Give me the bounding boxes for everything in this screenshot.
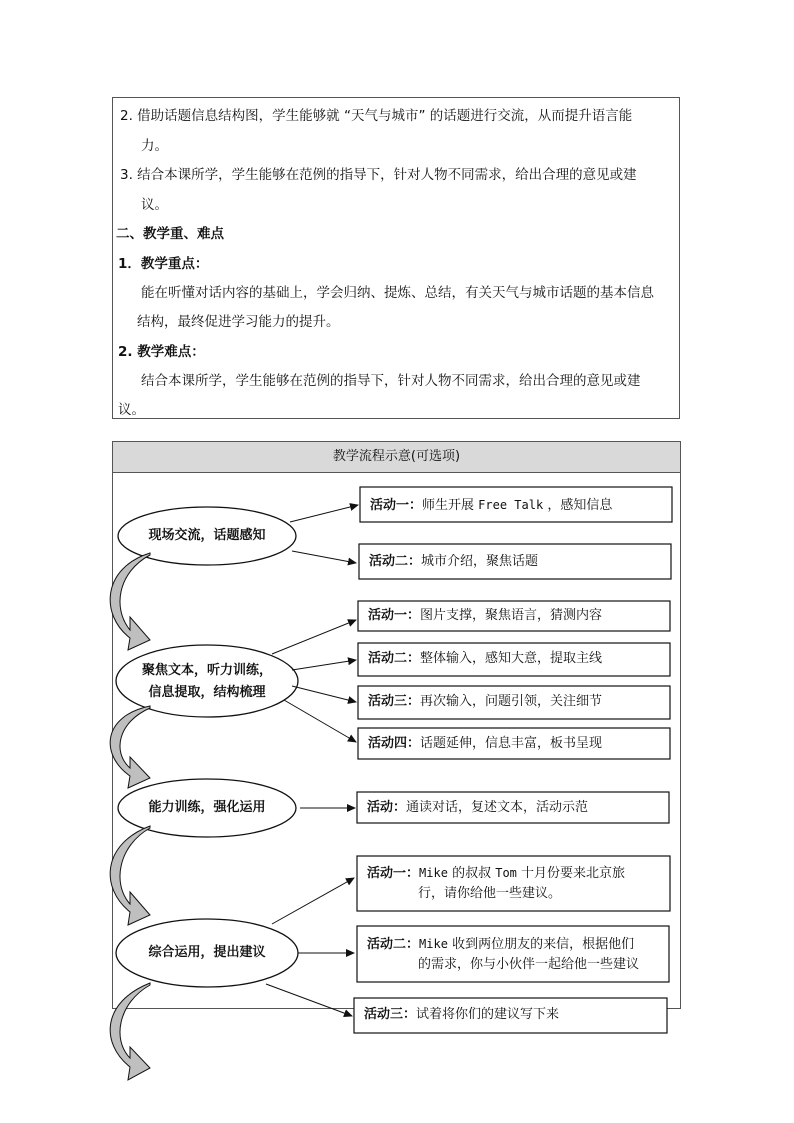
s2a4-label: 活动四： bbox=[368, 736, 421, 751]
arrow-s2-a1 bbox=[272, 620, 356, 654]
stage3-label: 能力训练，强化运用 bbox=[148, 800, 266, 815]
keypoints-heading: 二、教学重、难点 bbox=[116, 226, 224, 242]
s1a2-label: 活动二： bbox=[369, 554, 422, 569]
s2a2-label: 活动二： bbox=[368, 651, 421, 666]
s4a1-en2: Tom bbox=[495, 866, 517, 880]
s1a2-body: 城市介绍，聚焦话题 bbox=[421, 554, 539, 569]
focus-label: 1．教学重点： bbox=[118, 256, 209, 272]
arrow-s2-a2 bbox=[292, 660, 356, 670]
objective-2-line1: 2. 借助话题信息结构图，学生能够就 “天气与城市” 的话题进行交流，从而提升语言能 bbox=[120, 108, 633, 124]
s4a2-text-line1 bbox=[358, 934, 634, 955]
curved-arrow-3 bbox=[110, 826, 150, 925]
s4a2-post: 收到两位朋友的来信，根据他们 bbox=[452, 937, 635, 952]
curved-arrow-2 bbox=[110, 706, 150, 788]
s2a4-body: 话题延伸，信息丰富，板书呈现 bbox=[420, 736, 603, 751]
stage1-label: 现场交流，话题感知 bbox=[148, 528, 266, 543]
focus-line2: 结构，最终促进学习能力的提升。 bbox=[137, 314, 340, 330]
s2a4-text bbox=[359, 734, 602, 754]
difficulty-line2: 议。 bbox=[118, 402, 145, 418]
s2a2-text bbox=[359, 649, 602, 669]
s1a1-post: ，感知信息 bbox=[547, 498, 613, 513]
s1a1-pre: 师生开展 bbox=[422, 498, 475, 513]
arrow-s4-a1 bbox=[272, 878, 354, 924]
s2a1-label: 活动一： bbox=[368, 608, 421, 623]
stage2-label-line2: 信息提取，结构梳理 bbox=[148, 685, 266, 700]
s4a1-text-line2: 行，请你给他一些建议。 bbox=[418, 886, 562, 901]
s3a-text bbox=[358, 798, 588, 818]
s1a2-text bbox=[360, 552, 538, 572]
curved-arrow-4 bbox=[110, 983, 150, 1080]
arrow-s2-a3 bbox=[292, 686, 356, 702]
difficulty-line1: 结合本课所学，学生能够在范例的指导下，针对人物不同需求，给出合理的意见或建 bbox=[141, 373, 641, 389]
s2a1-body: 图片支撑，聚焦语言，猜测内容 bbox=[420, 608, 603, 623]
s4a1-post: 十月份要来北京旅 bbox=[521, 866, 626, 881]
stage2-ellipse bbox=[116, 645, 298, 717]
arrow-s1-a1 bbox=[290, 505, 358, 522]
arrow-s4-a3 bbox=[266, 984, 352, 1016]
s4a3-body: 试着将你们的建议写下来 bbox=[416, 1007, 560, 1022]
s3a-label: 活动： bbox=[367, 800, 407, 815]
objective-2-line2: 力。 bbox=[141, 138, 168, 154]
objective-3-line2: 议。 bbox=[141, 197, 168, 213]
s2a1-text bbox=[359, 606, 602, 626]
s4a3-label: 活动三： bbox=[364, 1007, 417, 1022]
stage4-label: 综合运用，提出建议 bbox=[148, 945, 266, 960]
s2a2-body: 整体输入，感知大意，提取主线 bbox=[420, 651, 603, 666]
s4a1-text-line1 bbox=[358, 863, 625, 884]
s1a1-en: Free Talk bbox=[478, 498, 544, 512]
s1a1-label: 活动一： bbox=[370, 498, 423, 513]
stage2-label-line1: 聚焦文本，听力训练， bbox=[141, 663, 272, 678]
difficulty-label: 2. 教学难点： bbox=[118, 344, 205, 360]
s4a2-en: Mike bbox=[419, 937, 448, 951]
s4a2-label: 活动二： bbox=[367, 937, 420, 952]
arrow-s1-a2 bbox=[292, 551, 356, 563]
s3a-body: 通读对话，复述文本，活动示范 bbox=[406, 800, 589, 815]
arrow-s2-a4 bbox=[284, 700, 356, 742]
flow-title: 教学流程示意(可选项) bbox=[113, 442, 680, 473]
s4a3-text bbox=[355, 1005, 559, 1025]
s2a3-body: 再次输入，问题引领，关注细节 bbox=[420, 694, 603, 709]
s4a1-label: 活动一： bbox=[367, 866, 420, 881]
s1a1-text bbox=[361, 495, 612, 516]
objective-3-line1: 3. 结合本课所学，学生能够在范例的指导下，针对人物不同需求，给出合理的意见或建 bbox=[120, 167, 637, 183]
focus-line1: 能在听懂对话内容的基础上，学会归纳、提炼、总结，有关天气与城市话题的基本信息 bbox=[141, 285, 654, 301]
s4a1-en1: Mike bbox=[419, 866, 448, 880]
s2a3-label: 活动三： bbox=[368, 694, 421, 709]
curved-arrow-1 bbox=[110, 553, 150, 650]
s4a1-mid: 的叔叔 bbox=[452, 866, 492, 881]
s2a3-text bbox=[359, 692, 602, 712]
s4a2-text-line2: 的需求，你与小伙伴一起给他一些建议 bbox=[418, 957, 640, 972]
